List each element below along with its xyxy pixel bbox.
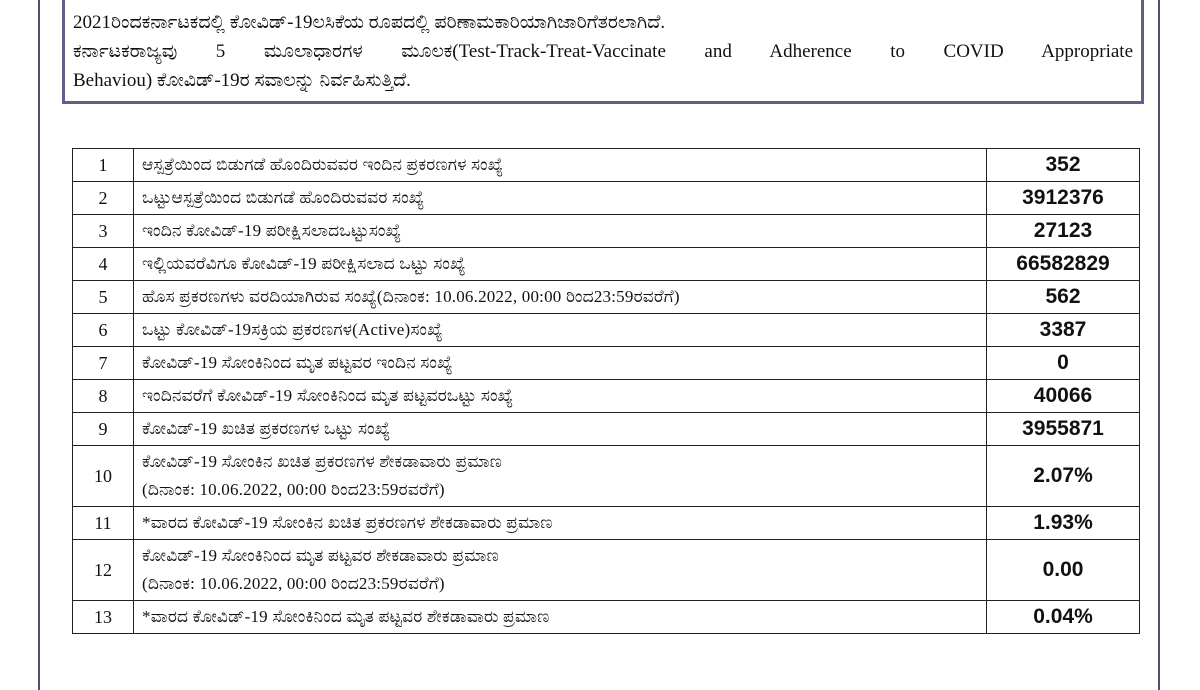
description-line: ಕೋವಿಡ್-19 ಸೋಂಕಿನಿಂದ ಮೃತ ಪಟ್ಟವರ ಶೇಕಡಾವಾರು ಪ್ರಮಾಣ — [142, 546, 499, 565]
intro-line-2: ಕರ್ನಾಟಕರಾಜ್ಯವು 5 ಮೂಲಾಧಾರಗಳ ಮೂಲಕ(Test-Track-Treat-Vaccinate and Adherence to COVID Appropriate — [73, 41, 1133, 62]
row-number: 9 — [73, 413, 134, 446]
row-value: 40066 — [987, 380, 1140, 413]
table-row — [73, 248, 1140, 281]
description-line: (ದಿನಾಂಕ: 10.06.2022, 00:00 ರಿಂದ23:59ರವರೆಗೆ) — [142, 574, 445, 593]
row-description — [134, 380, 987, 413]
row-number: 8 — [73, 380, 134, 413]
description-line: (ದಿನಾಂಕ: 10.06.2022, 00:00 ರಿಂದ23:59ರವರೆಗೆ) — [142, 480, 445, 499]
description-line: ಇಲ್ಲಿಯವರೆವಿಗೂ ಕೋವಿಡ್-19 ಪರೀಕ್ಷಿಸಲಾದ ಒಟ್ಟು ಸಂಖ್ಯೆ — [142, 254, 466, 273]
row-value: 66582829 — [987, 248, 1140, 281]
row-value: 562 — [987, 281, 1140, 314]
row-value: 27123 — [987, 215, 1140, 248]
row-number: 13 — [73, 601, 134, 634]
table-row — [73, 446, 1140, 507]
description-line: *ವಾರದ ಕೋವಿಡ್-19 ಸೋಂಕಿನಿಂದ ಮೃತ ಪಟ್ಟವರ ಶೇಕಡಾವಾರು ಪ್ರಮಾಣ — [142, 607, 550, 626]
table-row — [73, 281, 1140, 314]
row-number: 6 — [73, 314, 134, 347]
row-value: 2.07% — [987, 446, 1140, 507]
row-description — [134, 248, 987, 281]
row-number: 3 — [73, 215, 134, 248]
row-value: 0 — [987, 347, 1140, 380]
table-row — [73, 215, 1140, 248]
row-description — [134, 601, 987, 634]
description-line: ಇಂದಿನ ಕೋವಿಡ್-19 ಪರೀಕ್ಷಿಸಲಾದಒಟ್ಟುಸಂಖ್ಯೆ — [142, 221, 402, 240]
description-line: ಒಟ್ಟುಆಸ್ಪತ್ರೆಯಿಂದ ಬಿಡುಗಡೆ ಹೊಂದಿರುವವರ ಸಂಖ್ಯೆ — [142, 188, 425, 207]
row-number: 2 — [73, 182, 134, 215]
row-number: 11 — [73, 507, 134, 540]
row-description — [134, 314, 987, 347]
row-number: 4 — [73, 248, 134, 281]
row-value: 3387 — [987, 314, 1140, 347]
row-value: 0.04% — [987, 601, 1140, 634]
row-description — [134, 413, 987, 446]
description-line: *ವಾರದ ಕೋವಿಡ್-19 ಸೋಂಕಿನ ಖಚಿತ ಪ್ರಕರಣಗಳ ಶೇಕಡಾವಾರು ಪ್ರಮಾಣ — [142, 513, 553, 532]
row-description — [134, 347, 987, 380]
row-description — [134, 215, 987, 248]
row-number: 10 — [73, 446, 134, 507]
row-number: 1 — [73, 149, 134, 182]
description-line: ಇಂದಿನವರೆಗೆ ಕೋವಿಡ್-19 ಸೋಂಕಿನಿಂದ ಮೃತ ಪಟ್ಟವರಒಟ್ಟು ಸಂಖ್ಯೆ — [142, 386, 514, 405]
table-row — [73, 314, 1140, 347]
table-row — [73, 149, 1140, 182]
row-description — [134, 182, 987, 215]
description-line: ಕೋವಿಡ್-19 ಸೋಂಕಿನ ಖಚಿತ ಪ್ರಕರಣಗಳ ಶೇಕಡಾವಾರು ಪ್ರಮಾಣ — [142, 452, 503, 471]
row-number: 7 — [73, 347, 134, 380]
row-value: 3955871 — [987, 413, 1140, 446]
row-description — [134, 507, 987, 540]
intro-line-1: 2021ರಿಂದಕರ್ನಾಟಕದಲ್ಲಿ ಕೋವಿಡ್-19ಲಸಿಕೆಯ ರೂಪದಲ್ಲಿ ಪರಿಣಾಮಕಾರಿಯಾಗಿಜಾರಿಗೆತರಲಾಗಿದೆ. — [73, 12, 666, 33]
intro-box — [62, 0, 1144, 104]
covid-stats-table — [72, 148, 1140, 634]
table-row — [73, 601, 1140, 634]
description-line: ಹೊಸ ಪ್ರಕರಣಗಳು ವರದಿಯಾಗಿರುವ ಸಂಖ್ಯೆ(ದಿನಾಂಕ: 10.06.2022, 00:00 ರಿಂದ23:59ರವರೆಗೆ) — [142, 287, 680, 306]
table-row — [73, 380, 1140, 413]
table-row — [73, 507, 1140, 540]
row-number: 5 — [73, 281, 134, 314]
table-row — [73, 540, 1140, 601]
row-value: 3912376 — [987, 182, 1140, 215]
row-description — [134, 281, 987, 314]
table-row — [73, 413, 1140, 446]
description-line: ಕೋವಿಡ್-19 ಸೋಂಕಿನಿಂದ ಮೃತ ಪಟ್ಟವರ ಇಂದಿನ ಸಂಖ್ಯೆ — [142, 353, 453, 372]
intro-line-3: Behaviou) ಕೋವಿಡ್-19ರ ಸವಾಲನ್ನು ನಿರ್ವಹಿಸುತ್ತಿದೆ. — [73, 70, 411, 91]
row-description — [134, 446, 987, 507]
description-line: ಆಸ್ಪತ್ರೆಯಿಂದ ಬಿಡುಗಡೆ ಹೊಂದಿರುವವರ ಇಂದಿನ ಪ್ರಕರಣಗಳ ಸಂಖ್ಯೆ — [142, 155, 504, 174]
description-line: ಕೋವಿಡ್-19 ಖಚಿತ ಪ್ರಕರಣಗಳ ಒಟ್ಟು ಸಂಖ್ಯೆ — [142, 419, 391, 438]
row-value: 1.93% — [987, 507, 1140, 540]
row-description — [134, 149, 987, 182]
table-row — [73, 347, 1140, 380]
row-value: 0.00 — [987, 540, 1140, 601]
row-description — [134, 540, 987, 601]
row-value: 352 — [987, 149, 1140, 182]
stats-table-body — [73, 149, 1140, 634]
row-number: 12 — [73, 540, 134, 601]
description-line: ಒಟ್ಟು ಕೋವಿಡ್-19ಸಕ್ರಿಯ ಪ್ರಕರಣಗಳ(Active)ಸಂಖ್ಯೆ — [142, 320, 443, 339]
table-row — [73, 182, 1140, 215]
